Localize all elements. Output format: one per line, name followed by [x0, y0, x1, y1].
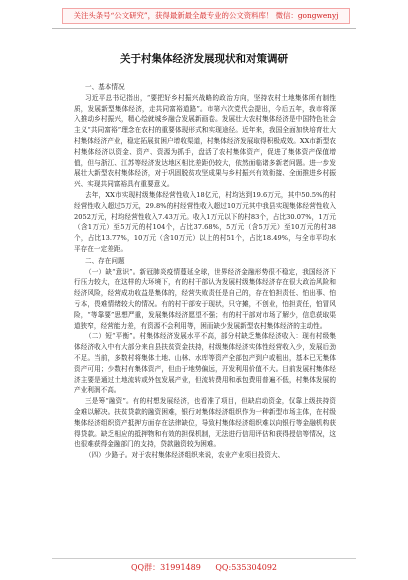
paragraph: 三是筹“融资”。有的村想发展经济，也看准了项目，但缺启动资金，仅靠上级扶持资金难以解决。扶贫贷款的融资困难，银行对集体经济组织作为一种新型市场主体，在村级集体经济组织资产抵押方面存在法律缺位，导致村集体经济组织难以向银行等金融机构获得贷款。缺乏相应的抵押物和有效的担保机制，无法进行信用评估和获得授信等情况，这也很难获得金融部门的支持，贷款融资较为困难。	[74, 397, 336, 449]
section-heading-problems: 二、存在问题	[85, 256, 125, 265]
paragraph: （二）短“平衡”。村集体经济发展水平不高，部分村缺乏集体经济收入：现有村级集体经济收入中有大部分来自县扶贫资金扶持，村级集体经济实体性经营收入少，发展后劲不足。当前，多数村将集体土地、山林、水库等资产全部包产到户或租出，基本已无集体资产可用；少数村有集体资产，但由于地势偏远，开发利用价值不大。目前发展村集体经济主要是通过土地流转或外包发展产业，但流转费用和承包费用普遍不低，村集体发展的产业利润不高。	[74, 332, 336, 395]
header-banner[interactable]: 关注头条号“公文研究”，获得最新最全最专业的公文资料库！ 微信：gongwenyj	[62, 8, 350, 24]
footer-qq-group: QQ群：31991489	[130, 563, 201, 572]
document-title: 关于村集体经济发展现状和对策调研	[120, 53, 288, 65]
paragraph: 去年，XX市实现村级集体经营性收入18亿元，村均达到19.6万元，其中50.5%的村经营性收入超过5万元，29.8%的村经营性收入超过10万元其中我县实现集体经营性收入2052万元，村均经营性收入7.43万元。收入1万元以下的村83个，占比30.07%，1万元（含1万元）至5万元的村104个，占比37.68%，5万元（含5万元）至10万元的村38个，占比13.77%，10万元（含10万元）以上的村51个，占比18.49%，与全市平均水平存在一定差距。	[74, 190, 336, 253]
paragraph: （一）缺“意识”。新冠肺炎疫情蔓延全球，世界经济金融形势很不稳定，我国经济下行压力较大，在这样的大环境下，有的村干部认为发展村级集体经济存在很大政治风险和经济风险，经营成功收益是集体的，经营失败责任是自己的，存在怕担责任、怕出事、怕亏本，畏难情绪较大的情况。有的村干部安于现状，只守摊，不创业，怕担责任，怕冒风险，“等靠要”思想严重，发展集体经济愿望不强；有的村干部对市场了解少，信息获取渠道狭窄，经营能力差，有资源不会利用等，困而缺少发展新型农村集体经济的主动性。	[74, 267, 336, 330]
document-body	[74, 81, 336, 461]
header-divider	[52, 28, 356, 29]
section-heading-basic-situation: 一、基本情况	[85, 83, 125, 91]
footer-divider	[52, 558, 356, 559]
footer-contacts	[0, 562, 408, 574]
paragraph: 习近平总书记指出，“要把好乡村振兴战略的政治方向，坚持农村土地集体所有制性质，发展新型集体经济，走共同富裕道路”。市第六次党代会提出，今后五年，我市将深入推动乡村振兴，精心绘就城乡融合发展新画卷。发展壮大农村集体经济是中国特色社会主义“共同富裕”理念在农村的重要体现形式和实现途径。近年来，我国全面加快培育壮大村集体经济产业，稳定拓展贫困户增收渠道，村集体经济发展取得积极成效。XX市新型农村集体经济以资金、资产、资源为抓手，盘活了农村集体资产，促进了集体资产保值增值，但与浙江、江苏等经济发达地区相比差距仍较大，依然面临诸多新老问题。进一步发展壮大新型农村集体经济，对于巩固脱贫攻坚成果与乡村振兴有效衔接、全面推进乡村振兴、实现共同富裕具有重要意义。	[74, 93, 336, 189]
footer-qq-number: QQ:535304092	[215, 563, 277, 572]
paragraph: （四）少路子。对于农村集体经济组织来说，农业产业项目投资大、	[85, 451, 285, 460]
